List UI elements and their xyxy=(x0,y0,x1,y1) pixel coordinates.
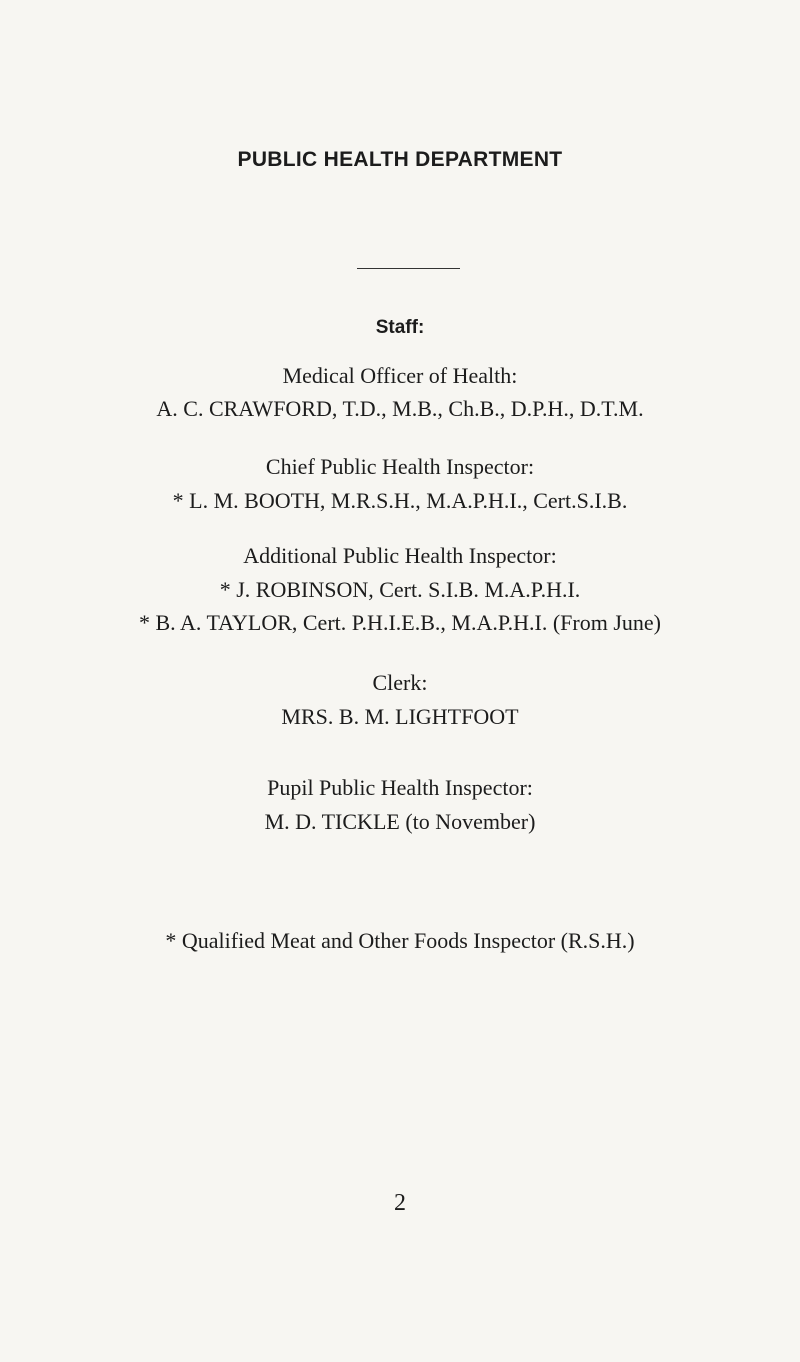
person-robinson: * J. ROBINSON, Cert. S.I.B. M.A.P.H.I. xyxy=(219,577,581,602)
person-crawford: A. C. CRAWFORD, T.D., M.B., Ch.B., D.P.H., D.T.M. xyxy=(156,396,644,421)
role-additional-inspector: Additional Public Health Inspector: xyxy=(243,543,557,568)
person-booth: * L. M. BOOTH, M.R.S.H., M.A.P.H.I., Cert.S.I.B. xyxy=(172,488,628,513)
role-medical-officer: Medical Officer of Health: xyxy=(282,363,518,388)
page-title: PUBLIC HEALTH DEPARTMENT xyxy=(237,148,563,171)
role-pupil-inspector: Pupil Public Health Inspector: xyxy=(267,775,533,800)
footnote: * Qualified Meat and Other Foods Inspector (R.S.H.) xyxy=(165,928,635,953)
person-lightfoot: MRS. B. M. LIGHTFOOT xyxy=(281,704,519,729)
page-number: 2 xyxy=(394,1190,406,1216)
role-clerk: Clerk: xyxy=(372,670,428,695)
staff-label: Staff: xyxy=(375,317,425,338)
divider-rule xyxy=(357,268,460,269)
person-taylor: * B. A. TAYLOR, Cert. P.H.I.E.B., M.A.P.H.I. (From June) xyxy=(139,610,661,635)
role-chief-inspector: Chief Public Health Inspector: xyxy=(265,454,535,479)
person-tickle: M. D. TICKLE (to November) xyxy=(264,809,536,834)
